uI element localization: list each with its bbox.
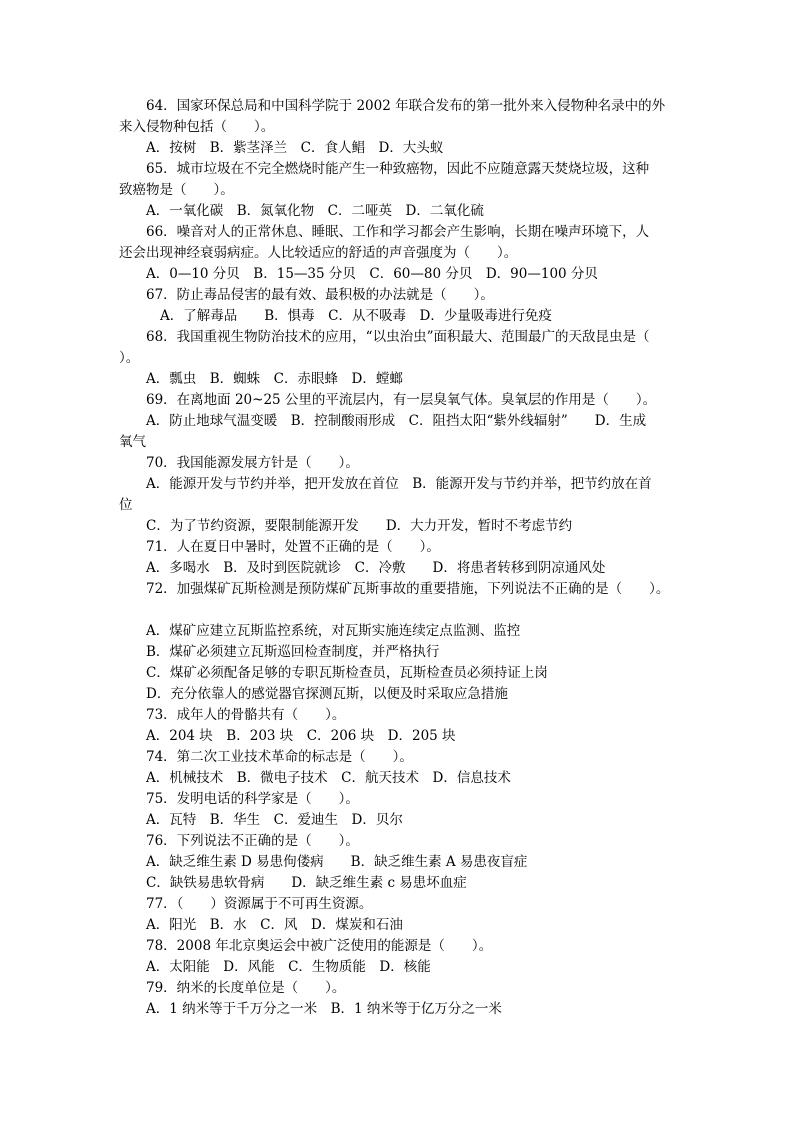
question-72-stem: 72．加强煤矿瓦斯检测是预防煤矿瓦斯事故的重要措施，下列说法不正确的是（ ）。 — [146, 581, 670, 597]
question-76-options-cd: C．缺铁易患软骨病 D．缺乏维生素 c 易患坏血症 — [146, 875, 467, 891]
question-76-options-ab: A．缺乏维生素 D 易患佝偻病 B．缺乏维生素 A 易患夜盲症 — [146, 854, 528, 870]
question-73-stem: 73．成年人的骨骼共有（ ）。 — [146, 707, 346, 723]
question-65-stem-cont: 致癌物是（ ）。 — [119, 182, 234, 198]
question-75-stem: 75．发明电话的科学家是（ ）。 — [146, 791, 359, 807]
question-68-stem: 68．我国重视生物防治技术的应用，“以虫治虫”面积最大、范围最广的天敌昆虫是（ — [146, 329, 650, 345]
question-71-stem: 71．人在夏日中暑时，处置不正确的是（ ）。 — [146, 539, 440, 555]
question-67-options: A．了解毒品 B．惧毒 C．从不吸毒 D．少量吸毒进行免疫 — [160, 308, 552, 324]
question-72-option-a: A．煤矿应建立瓦斯监控系统，对瓦斯实施连续定点监测、监控 — [146, 623, 521, 639]
question-74-stem: 74．第二次工业技术革命的标志是（ ）。 — [146, 749, 413, 765]
question-69-options: A．防止地球气温变暖 B．控制酸雨形成 C．阻挡太阳“紫外线辐射” D．生成 — [146, 413, 647, 429]
question-65-options: A．一氧化碳 B．氮氧化物 C．二哑英 D．二氧化硫 — [146, 203, 484, 219]
question-72-option-d: D．充分依靠人的感觉器官探测瓦斯，以便及时采取应急措施 — [146, 686, 508, 702]
question-66-stem-cont: 还会出现神经衰弱病症。人比较适应的舒适的声音强度为（ ）。 — [119, 245, 518, 261]
question-75-options: A．瓦特 B．华生 C．爱迪生 D．贝尔 — [146, 812, 403, 828]
question-70-options-ab: A．能源开发与节约并举，把开发放在首位 B．能源开发与节约并举，把节约放在首 — [146, 476, 652, 492]
question-70-stem: 70．我国能源发展方针是（ ）。 — [146, 455, 359, 471]
question-79-stem: 79．纳米的长度单位是（ ）。 — [146, 980, 346, 996]
question-72-option-b: B．煤矿必须建立瓦斯巡回检查制度，并严格执行 — [146, 644, 440, 660]
question-77-stem: 77．（ ）资源属于不可再生资源。 — [146, 896, 373, 912]
question-68-stem-cont: ）。 — [119, 350, 140, 366]
question-64-options: A．按树 B．紫茎泽兰 C．食人鲳 D．大头蚁 — [146, 140, 444, 156]
question-66-options: A．0—10 分贝 B．15—35 分贝 C．60—80 分贝 D．90—100 分贝 — [146, 266, 598, 282]
question-74-options: A．机械技术 B．微电子技术 C．航天技术 D．信息技术 — [146, 770, 511, 786]
question-67-stem: 67．防止毒品侵害的最有效、最积极的办法就是（ ）。 — [146, 287, 494, 303]
question-79-options: A．1 纳米等于千万分之一米 B．1 纳米等于亿万分之一米 — [146, 1001, 502, 1017]
question-64-stem: 64．国家环保总局和中国科学院于 2002 年联合发布的第一批外来入侵物种名录中的外 — [146, 98, 666, 114]
question-77-options: A．阳光 B．水 C．风 D．煤炭和石油 — [146, 917, 403, 933]
question-70-options-ab-cont: 位 — [119, 497, 133, 513]
question-64-stem-cont: 来入侵物种包括（ ）。 — [119, 119, 275, 135]
question-76-stem: 76．下列说法不正确的是（ ）。 — [146, 833, 359, 849]
question-78-options: A．太阳能 D．风能 C．生物质能 D．核能 — [146, 959, 431, 975]
question-69-options-cont: 氧气 — [119, 434, 146, 450]
question-73-options: A．204 块 B．203 块 C．206 块 D．205 块 — [146, 728, 456, 744]
question-66-stem: 66．噪音对人的正常休息、睡眠、工作和学习都会产生影响，长期在噪声环境下，人 — [146, 224, 650, 240]
question-71-options: A．多喝水 B．及时到医院就诊 C．冷敷 D．将患者转移到阴凉通风处 — [146, 560, 606, 576]
question-65-stem: 65．城市垃圾在不完全燃烧时能产生一种致癌物，因此不应随意露天焚烧垃圾，这种 — [146, 161, 650, 177]
question-78-stem: 78．2008 年北京奥运会中被广泛使用的能源是（ ）。 — [146, 938, 493, 954]
question-69-stem: 69．在离地面 20~25 公里的平流层内，有一层臭氧气体。臭氧层的作用是（ ）。 — [146, 392, 657, 408]
question-70-options-cd: C．为了节约资源，要限制能源开发 D．大力开发，暂时不考虑节约 — [146, 518, 573, 534]
question-72-option-c: C．煤矿必须配备足够的专职瓦斯检查员，瓦斯检查员必须持证上岗 — [146, 665, 548, 681]
question-68-options: A．瓢虫 B．蜘蛛 C．赤眼蜂 D．螳螂 — [146, 371, 403, 387]
